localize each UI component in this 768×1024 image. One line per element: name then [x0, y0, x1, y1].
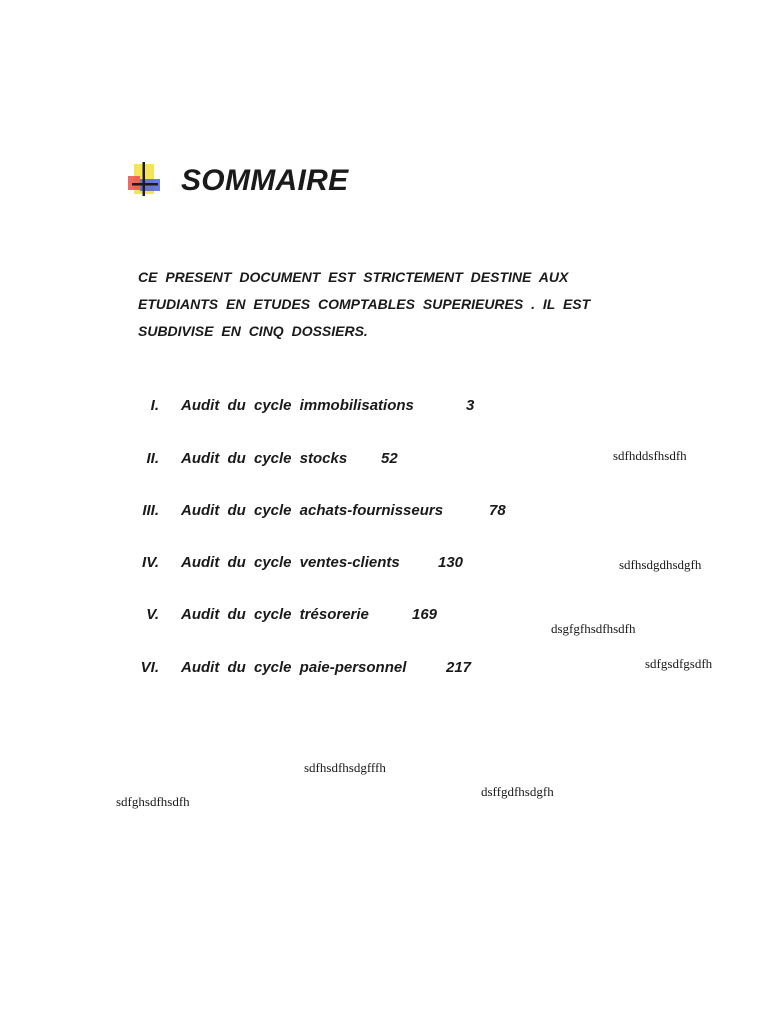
toc-page-5: 169 [412, 606, 438, 623]
toc-page-4: 130 [438, 554, 464, 571]
toc-title-2: Audit du cycle stocks [181, 450, 348, 467]
intro-line-3: SUBDIVISE EN CINQ DOSSIERS. [138, 323, 368, 339]
intro-line-2: ETUDIANTS EN ETUDES COMPTABLES SUPERIEURES . IL EST [138, 296, 591, 312]
filler-note: sdfhsdgdhsdgfh [619, 557, 702, 572]
toc-title-6: Audit du cycle paie-personnel [181, 659, 407, 676]
filler-note: sdfghsdfhsdfh [116, 794, 190, 809]
filler-note: dsgfgfhsdfhsdfh [551, 621, 636, 636]
page-title: SOMMAIRE [181, 164, 349, 197]
toc-page-1: 3 [466, 397, 475, 414]
toc-title-1: Audit du cycle immobilisations [181, 397, 414, 414]
toc-page-6: 217 [446, 659, 472, 676]
toc-title-4: Audit du cycle ventes-clients [181, 554, 400, 571]
toc-number-2: II. [146, 450, 159, 467]
toc-number-3: III. [142, 502, 159, 519]
filler-note: sdfgsdfgsdfh [645, 656, 713, 671]
filler-note: sdfhddsfhsdfh [613, 448, 687, 463]
filler-note: sdfhsdfhsdgfffh [304, 760, 386, 775]
intro-paragraph [138, 264, 608, 345]
toc-title-3: Audit du cycle achats-fournisseurs [181, 502, 444, 519]
toc-page-3: 78 [489, 502, 506, 519]
toc-title-5: Audit du cycle trésorerie [181, 606, 369, 623]
toc-number-1: I. [150, 397, 159, 414]
toc-number-4: IV. [142, 554, 159, 571]
toc-number-5: V. [146, 606, 159, 623]
toc-number-6: VI. [140, 659, 159, 676]
filler-note: dsffgdfhsdgfh [481, 784, 554, 799]
intro-line-1: CE PRESENT DOCUMENT EST STRICTEMENT DESTINE AUX [138, 269, 569, 285]
bullet-cross-icon [126, 162, 162, 196]
toc-page-2: 52 [381, 450, 398, 467]
